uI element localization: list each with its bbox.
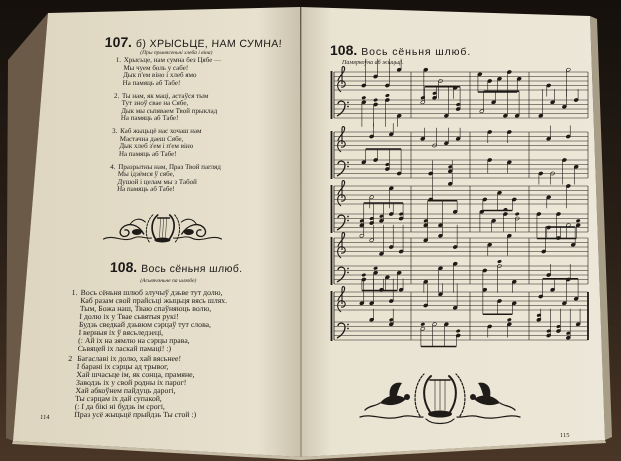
ornament-bird-tail bbox=[500, 403, 515, 410]
song-title: Вось сёньня шлюб. bbox=[140, 263, 243, 275]
page-number: 114 bbox=[39, 414, 50, 421]
verse-line: Тым, Божа наш, Тваю спаўняюць волю, bbox=[79, 304, 212, 313]
verse-number: 1. bbox=[71, 288, 78, 297]
ornament-wreath bbox=[456, 374, 465, 416]
verse-line: Дык п'ем віно і хлеб ямо bbox=[122, 71, 197, 80]
song-title: б) ХРЫСЬЦЕ, НАМ СУМНА! bbox=[135, 38, 283, 50]
verse-number: 2 bbox=[67, 354, 73, 363]
verse-line: Сьвяцей іх ласкай памаці! :) bbox=[77, 344, 172, 353]
ornament-scroll bbox=[426, 419, 454, 424]
lyre-base bbox=[428, 411, 452, 418]
ornament-mirror bbox=[457, 383, 520, 419]
verse-line: Мастачна даеш Сябе, bbox=[119, 134, 184, 143]
verse-number: 2. bbox=[113, 91, 120, 100]
ornament-flourish bbox=[457, 416, 520, 418]
verse-line: Дык хлеб з'ем і п'ем віно bbox=[119, 142, 194, 151]
tempo-marking: Памяркоўна аб жыцьці. bbox=[342, 60, 404, 66]
verse-line: На памяць аб Табе! bbox=[120, 114, 179, 123]
verse-number: 3. bbox=[111, 127, 118, 135]
verse-line: На памяць аб Табе! bbox=[122, 78, 181, 87]
verse-line: Ты нам, як маці, астаўся тым bbox=[121, 91, 209, 100]
page-number: 115 bbox=[560, 432, 570, 439]
verse-line: Будзь сведкай дзьвюм сэрцаў тут слова, bbox=[78, 320, 212, 329]
verse-line: Хрысьце, нам сумна без Цябе — bbox=[123, 56, 222, 64]
verse-line: Мы чуем боль у сабе! bbox=[123, 63, 189, 72]
verse-line: Вось сёньня шлюб злучыў дзьве тут долю, bbox=[80, 288, 223, 297]
verse-line: Заводзь іх у свой родны іх парог! bbox=[75, 378, 187, 387]
verse-line: І барані іх сэрцы ад трывог, bbox=[76, 362, 169, 371]
verse-line: На памяць аб Табе! bbox=[116, 185, 175, 194]
verse-line: Мы ідзёмся ў сябе, bbox=[117, 170, 175, 179]
ornament-bird-tail bbox=[365, 403, 380, 410]
verse-line: На памяць аб Табе! bbox=[118, 149, 177, 158]
verse-line: Душой і целам мы з Табой bbox=[117, 177, 198, 186]
verse-line: Каб разам свой прайсьці жыцьця вясь шлях. bbox=[80, 296, 228, 305]
verse-number: 1. bbox=[115, 56, 122, 64]
verse-line: Хай шчасьце ім, як сонца, прамяне, bbox=[76, 370, 195, 379]
verse-line: Праз усё жыцьцё прыйдзь Ты стой :) bbox=[74, 410, 197, 419]
song-title: Вось сёньня шлюб. bbox=[361, 46, 472, 58]
song-subtitle: (Пры прынясеньні хлеба і віна) bbox=[140, 50, 213, 56]
verse-number: 4. bbox=[110, 162, 116, 171]
song-number: 107. bbox=[104, 34, 133, 50]
verse-line: І верныя іх ў вясьледзеці, bbox=[78, 328, 164, 337]
song-number: 108. bbox=[330, 42, 358, 58]
verse-line: Ты сэрцам іх дай супакой, bbox=[74, 394, 163, 403]
ornament-bird-wing bbox=[478, 383, 490, 397]
lyre-with-birds-ornament-icon bbox=[360, 374, 520, 424]
verse-line: Тут зноў свае на Сябе, bbox=[121, 99, 189, 108]
lyre-arm bbox=[449, 376, 456, 412]
ornament-wreath bbox=[415, 374, 424, 416]
lyre-arm bbox=[424, 376, 431, 412]
song-number: 108. bbox=[109, 259, 138, 275]
verse-line: Празрытны нам, Праз Твой пагляд bbox=[118, 162, 222, 171]
song-subtitle: (Асьвячэньне па шлюбе) bbox=[140, 278, 197, 284]
ornament-bird-wing bbox=[390, 383, 402, 397]
verse-line: Хай абкоўнем пайдуць дарогі, bbox=[75, 386, 177, 395]
verse-line: (: Ай іх на зямлю на сэрцы права, bbox=[77, 336, 190, 345]
ornament-bird-head bbox=[470, 394, 476, 400]
verse-line: Каб жыцьцё нас хочаш нам bbox=[119, 127, 202, 135]
verse-line: І долю іх у Твае сьвятыя рукі! bbox=[79, 312, 179, 321]
verse-line: Багаславі іх долю, хай вясьнее! bbox=[76, 354, 182, 363]
ornament-bird-head bbox=[404, 394, 410, 400]
verse-line: Дык мы сьпяваем Твой прыклад bbox=[120, 106, 218, 115]
verse-line: (: І да бікі ні будзь ім срогі, bbox=[74, 402, 166, 411]
ornament-flourish bbox=[360, 416, 423, 418]
